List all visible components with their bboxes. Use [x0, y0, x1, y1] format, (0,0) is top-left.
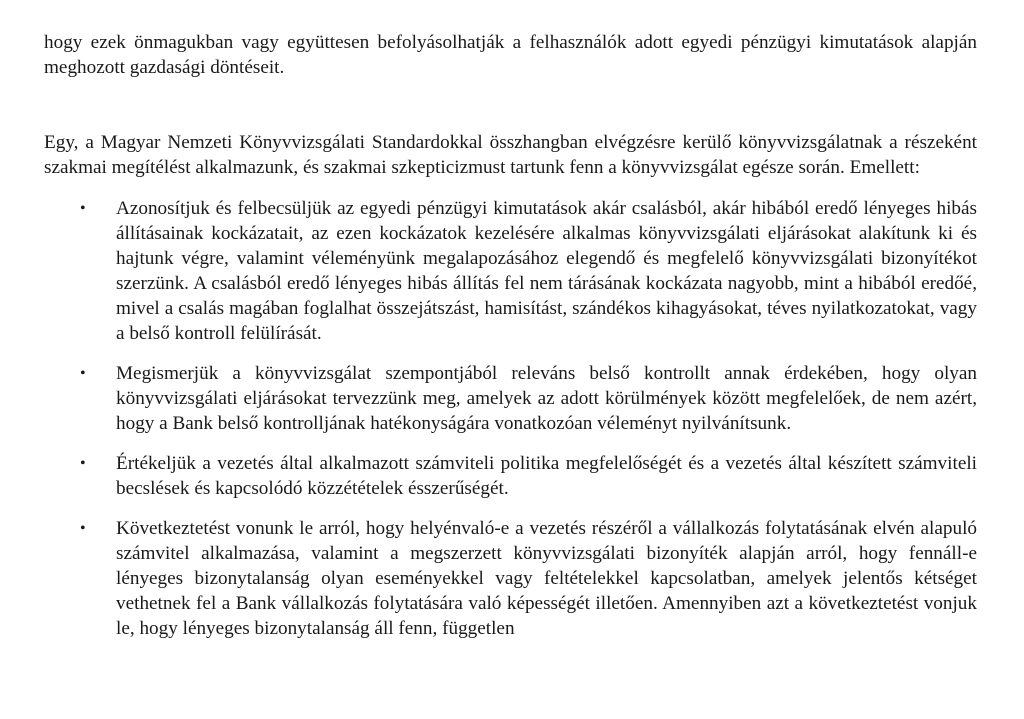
list-item — [44, 361, 977, 436]
bullet-icon: • — [80, 200, 86, 217]
bullet-icon: • — [80, 520, 86, 537]
list-item — [44, 451, 977, 501]
list-item-text: Értékeljük a vezetés által alkalmazott számviteli politika megfelelőségét és a vezetés által készített számviteli becslések és kapcsolódó közzétételek ésszerűségét. — [116, 453, 977, 499]
procedures-list — [44, 196, 977, 641]
paragraph-intro: Egy, a Magyar Nemzeti Könyvvizsgálati Standardokkal összhangban elvégzésre kerülő könyvvizsgálatnak a részeként szakmai megítélést alkalmazunk, és szakmai szkepticizmust tartunk fenn a könyvvizsgálat egésze során. Emellett: — [44, 132, 977, 178]
bullet-icon: • — [80, 365, 86, 382]
document-page — [44, 30, 977, 656]
list-item — [44, 516, 977, 641]
bullet-icon: • — [80, 455, 86, 472]
list-item — [44, 196, 977, 346]
list-item-text: Következtetést vonunk le arról, hogy helyénvaló-e a vezetés részéről a vállalkozás folytatásának elvén alapuló számvitel alkalmazása, valamint a megszerzett könyvvizsgálati bizonyíték alapján arról, hogy fennáll-e lényeges bizonytalanság olyan eseményekkel vagy feltételekkel kapcsolatban, amelyek jelentős kétséget vethetnek fel a Bank vállalkozás folytatására való képességét illetően. Amennyiben azt a következtetést vonjuk le, hogy lényeges bizonytalanság áll fenn, független — [116, 518, 977, 639]
paragraph-continuation: hogy ezek önmagukban vagy együttesen befolyásolhatják a felhasználók adott egyedi pénzügyi kimutatások alapján meghozott gazdasági döntéseit. — [44, 32, 977, 78]
list-item-text: Megismerjük a könyvvizsgálat szempontjából releváns belső kontrollt annak érdekében, hogy olyan könyvvizsgálati eljárásokat tervezzünk meg, amelyek az adott körülmények között megfelelőek, de nem azért, hogy a Bank belső kontrolljának hatékonyságára vonatkozóan véleményt nyilvánítsunk. — [116, 363, 977, 434]
list-item-text: Azonosítjuk és felbecsüljük az egyedi pénzügyi kimutatások akár csalásból, akár hibából eredő lényeges hibás állításainak kockázatait, az ezen kockázatok kezelésére alkalmas könyvvizsgálati eljárásokat alakítunk ki és hajtunk végre, valamint véleményünk megalapozásához elegendő és megfelelő könyvvizsgálati bizonyítékot szerzünk. A csalásból eredő lényeges hibás állítás fel nem tárásának kockázata nagyobb, mint a hibából eredőé, mivel a csalás magában foglalhat összejátszást, hamisítást, szándékos kihagyásokat, téves nyilatkozatokat, vagy a belső kontroll felülírását. — [116, 198, 977, 344]
